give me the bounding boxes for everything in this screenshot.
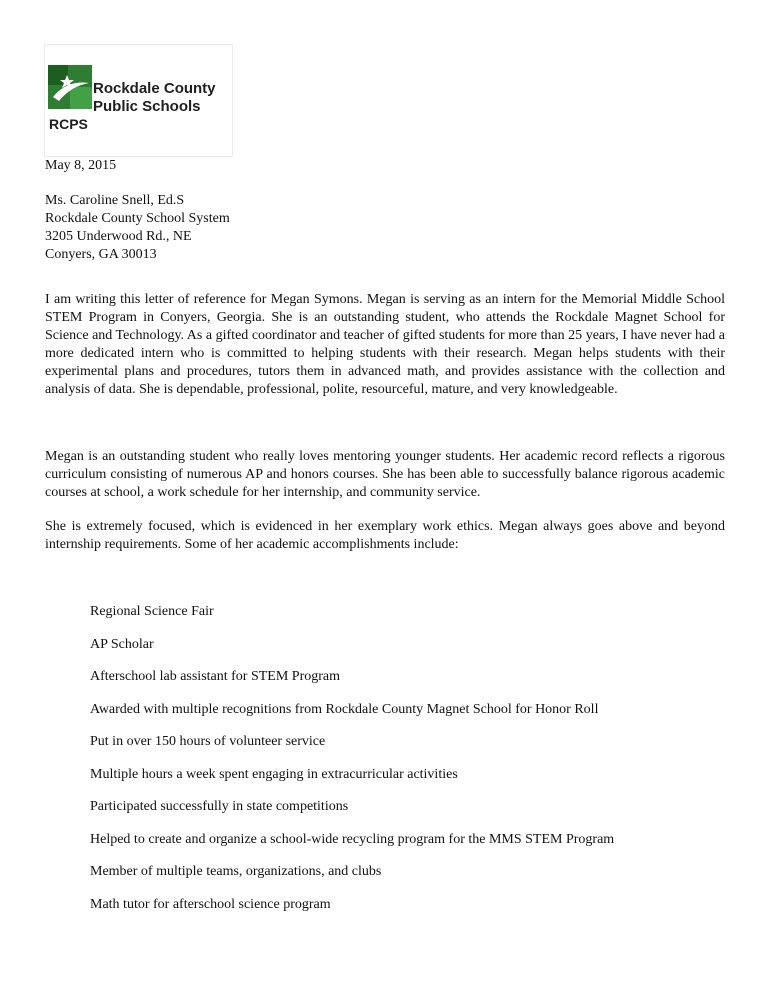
list-item: Math tutor for afterschool science program [90, 897, 331, 912]
recipient-name: Ms. Caroline Snell, Ed.S [45, 193, 185, 208]
list-item: Member of multiple teams, organizations, and clubs [90, 864, 382, 879]
rcps-logo-graphic [45, 45, 234, 158]
list-item: Regional Science Fair [90, 604, 214, 619]
logo-name-line2: Public Schools [93, 98, 201, 115]
recipient-organization: Rockdale County School System [45, 211, 230, 226]
logo-name-line1: Rockdale County [93, 80, 216, 97]
list-item: Multiple hours a week spent engaging in extracurricular activities [90, 767, 458, 782]
list-item: Afterschool lab assistant for STEM Program [90, 669, 341, 684]
school-logo [44, 44, 233, 157]
paragraph-focus: She is extremely focused, which is evidenced in her exemplary work ethics. Megan always goes above and beyond internship requirements. Some of her academic accomplishments include: [45, 519, 725, 552]
paragraph-intro: I am writing this letter of reference for Megan Symons. Megan is serving as an intern for the Memorial Middle School STEM Program in Conyers, Georgia. She is an outstanding student, who attends the Rockdale Magnet School for Science and Technology. As a gifted coordinator and teacher of gifted students for more than 25 years, I have never had a more dedicated intern who is committed to helping students with their research. Megan helps students with their experimental plans and procedures, tutors them in advanced math, and provides assistance with the collection and analysis of data. She is dependable, professional, polite, resourceful, mature, and very knowledgeable. [45, 292, 725, 397]
letter-date: May 8, 2015 [45, 158, 117, 173]
logo-abbreviation: RCPS [49, 116, 88, 132]
recipient-street: 3205 Underwood Rd., NE [45, 229, 192, 244]
list-item: Put in over 150 hours of volunteer service [90, 734, 326, 749]
recipient-city: Conyers, GA 30013 [45, 247, 157, 262]
list-item: Participated successfully in state competitions [90, 799, 349, 814]
list-item: Awarded with multiple recognitions from Rockdale County Magnet School for Honor Roll [90, 702, 599, 717]
list-item: Helped to create and organize a school-wide recycling program for the MMS STEM Program [90, 832, 615, 847]
paragraph-mentoring: Megan is an outstanding student who really loves mentoring younger students. Her academic record reflects a rigorous curriculum consisting of numerous AP and honors courses. She has been able to successfully balance rigorous academic courses at school, a work schedule for her internship, and community service. [45, 449, 725, 500]
list-item: AP Scholar [90, 637, 154, 652]
